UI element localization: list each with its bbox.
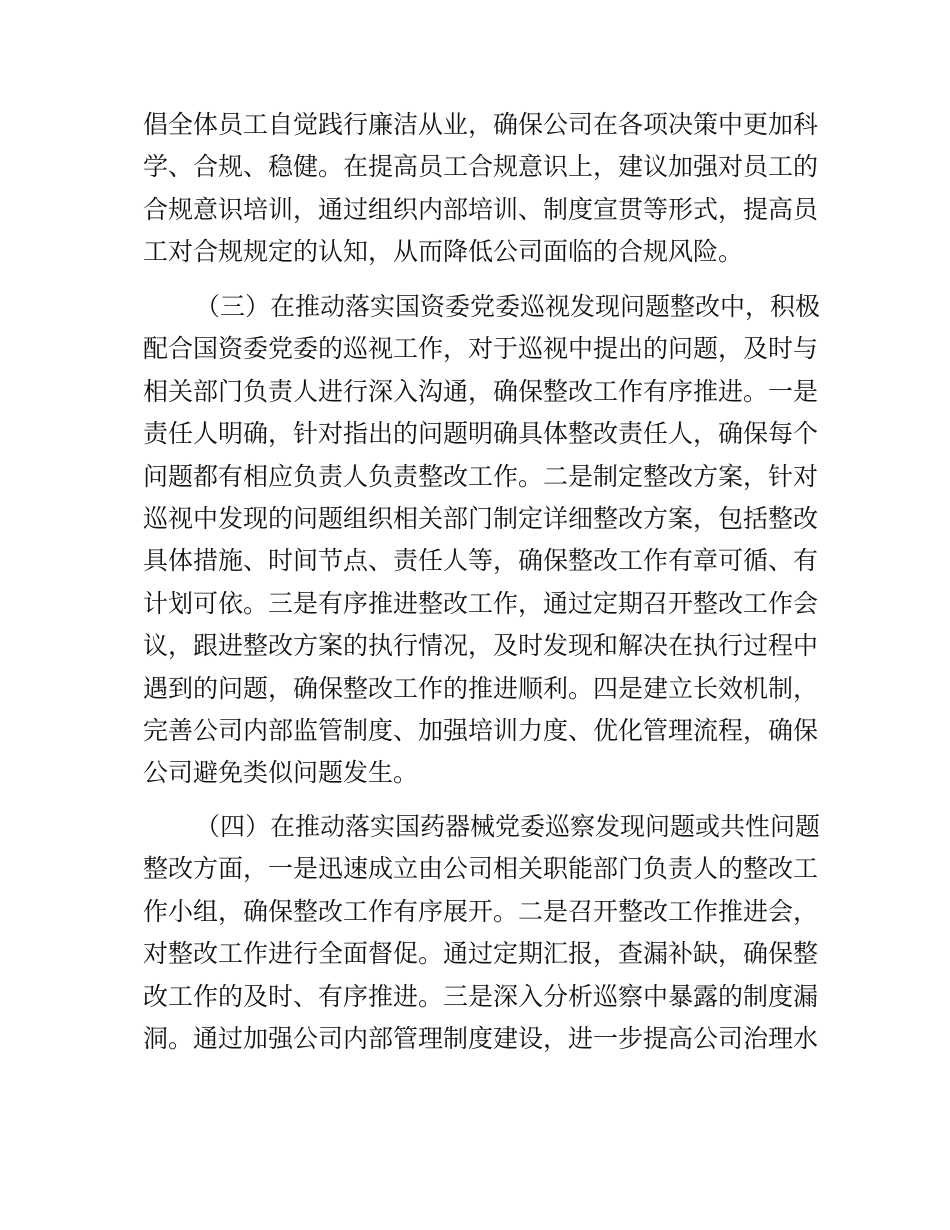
text-line: （三）在推动落实国资委党委巡视发现问题整改中，积极 — [195, 292, 821, 321]
paragraph-continuation — [143, 104, 819, 274]
text-line: 巡视中发现的问题组织相关部门制定详细整改方案，包括整改 — [143, 504, 819, 533]
text-line: 议，跟进整改方案的执行情况，及时发现和解决在执行过程中 — [143, 631, 819, 661]
text-line: 作小组，确保整改工作有序展开。二是召开整改工作推进会， — [143, 896, 819, 926]
text-line: 完善公司内部监管制度、加强培训力度、优化管理流程，确保 — [143, 716, 819, 745]
text-line: 责任人明确，针对指出的问题明确具体整改责任人，确保每个 — [143, 419, 819, 449]
text-line: 遇到的问题，确保整改工作的推进顺利。四是建立长效机制， — [143, 673, 819, 703]
text-line: 对整改工作进行全面督促。通过定期汇报，查漏补缺，确保整 — [143, 939, 819, 969]
text-line: 整改方面，一是迅速成立由公司相关职能部门负责人的整改工 — [143, 854, 819, 884]
text-line: 配合国资委党委的巡视工作，对于巡视中提出的问题，及时与 — [143, 334, 819, 364]
paragraph-section-4 — [143, 806, 821, 1062]
text-line: 相关部门负责人进行深入沟通，确保整改工作有序推进。一是 — [143, 376, 819, 406]
text-line: 计划可依。三是有序推进整改工作，通过定期召开整改工作会 — [143, 588, 819, 618]
text-line: 倡全体员工自觉践行廉洁从业，确保公司在各项决策中更加科 — [143, 110, 819, 139]
text-line: 具体措施、时间节点、责任人等，确保整改工作有章可循、有 — [143, 546, 819, 576]
text-line: 学、合规、稳健。在提高员工合规意识上，建议加强对员工的 — [143, 152, 819, 182]
text-line: 公司避免类似问题发生。 — [143, 758, 419, 788]
paragraph-section-3 — [143, 286, 821, 796]
text-line: 改工作的及时、有序推进。三是深入分析巡察中暴露的制度漏 — [143, 981, 819, 1011]
text-line: 合规意识培训，通过组织内部培训、制度宣贯等形式，提高员 — [143, 194, 819, 224]
text-line: 工对合规规定的认知，从而降低公司面临的合规风险。 — [143, 237, 744, 267]
text-line: 问题都有相应负责人负责整改工作。二是制定整改方案，针对 — [143, 461, 819, 491]
text-line: （四）在推动落实国药器械党委巡察发现问题或共性问题 — [195, 812, 821, 841]
text-line: 洞。通过加强公司内部管理制度建设，进一步提高公司治理水 — [143, 1024, 819, 1053]
